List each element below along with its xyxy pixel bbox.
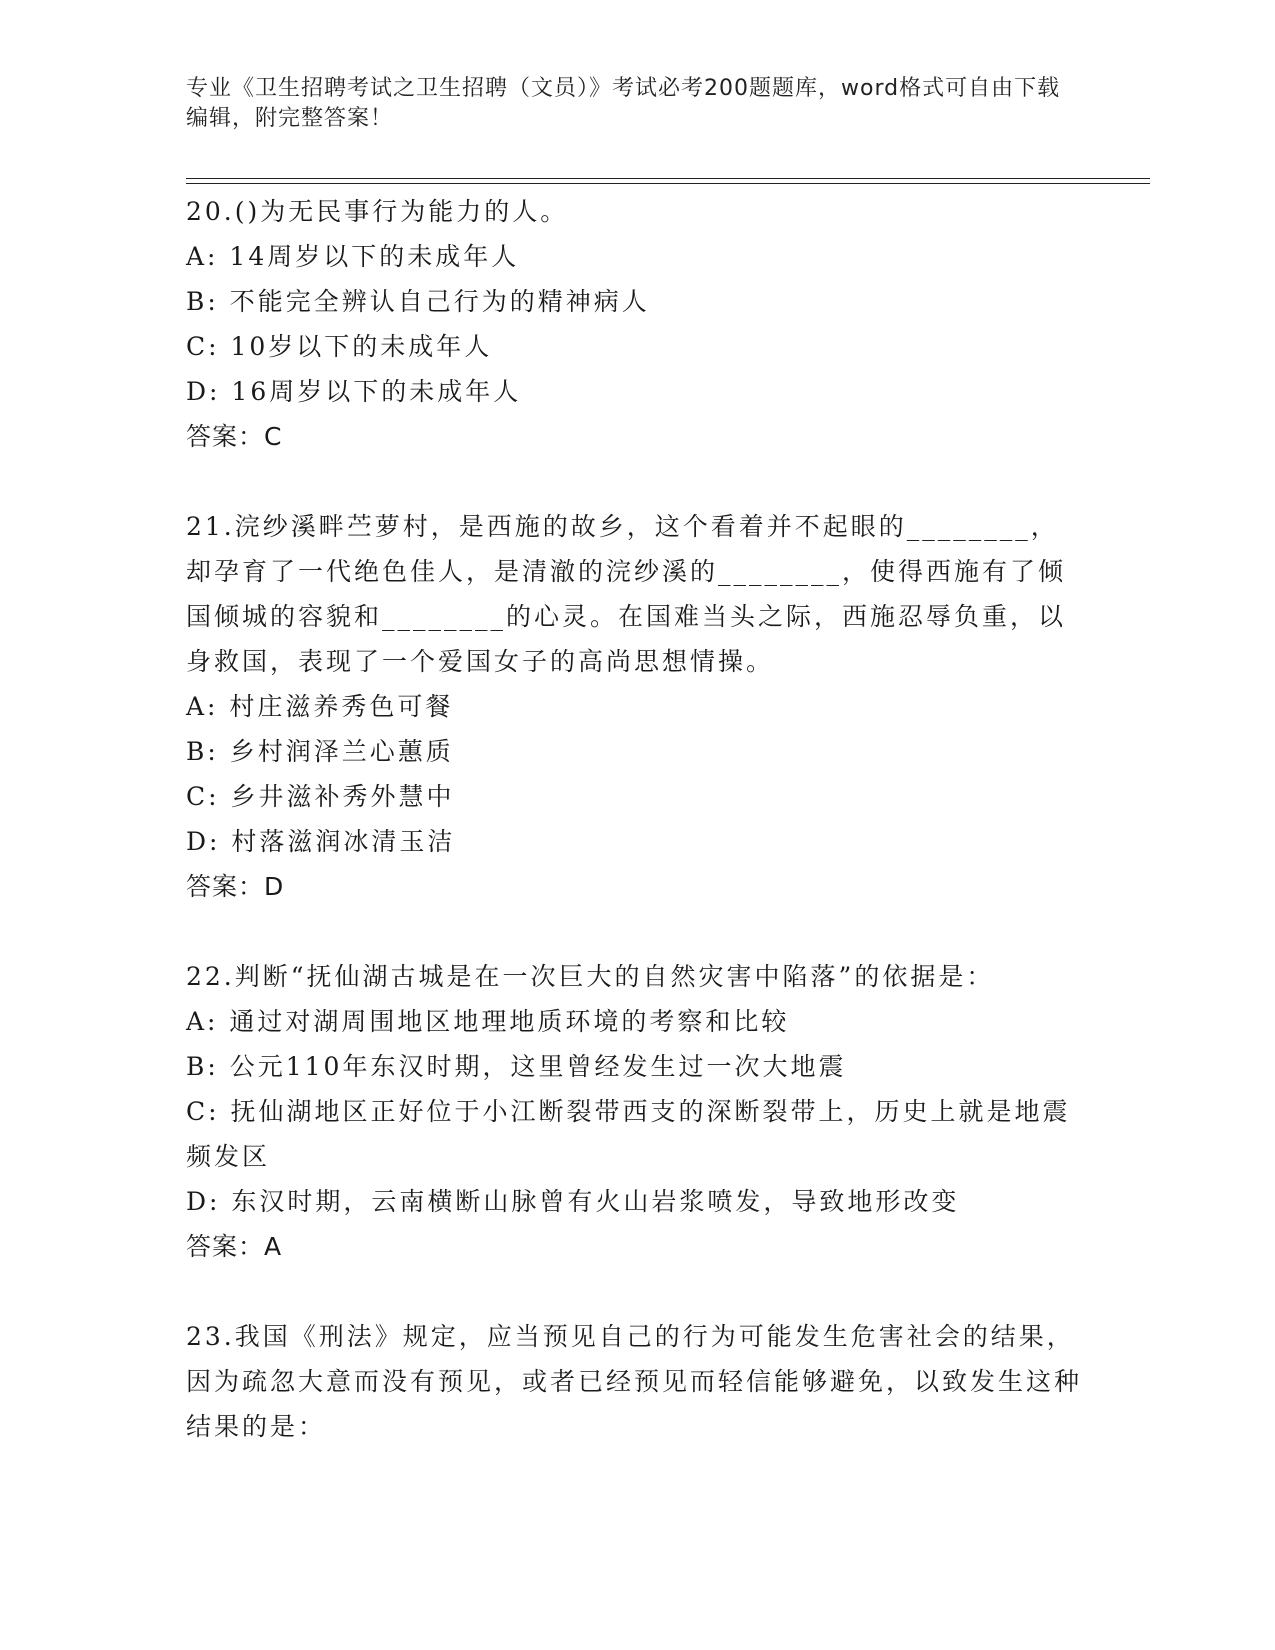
question-stem: 23.我国《刑法》规定，应当预见自己的行为可能发生危害社会的结果，因为疏忽大意而没有预见，或者已经预见而轻信能够避免，以致发生这种结果的是： bbox=[186, 1322, 1083, 1441]
option-a: A: 14周岁以下的未成年人 bbox=[186, 242, 520, 271]
answer-label: 答案： bbox=[186, 872, 265, 901]
answer-line bbox=[186, 1224, 1086, 1269]
answer-label: 答案： bbox=[186, 422, 265, 451]
option-d: D: 村落滋润冰清玉洁 bbox=[186, 827, 456, 856]
question-22 bbox=[186, 954, 1086, 1269]
document-header: 专业《卫生招聘考试之卫生招聘（文员）》考试必考200题题库，word格式可自由下载编辑，附完整答案！ bbox=[186, 76, 1061, 131]
answer-value: D bbox=[264, 872, 285, 901]
question-stem: 21.浣纱溪畔苎萝村，是西施的故乡，这个看着并不起眼的________，却孕育了一代绝色佳人，是清澈的浣纱溪的________，使得西施有了倾国倾城的容貌和________的心灵。在国难当头之际，西施忍辱负重，以身救国，表现了一个爱国女子的高尚思想情操。 bbox=[186, 512, 1067, 676]
option-b: B: 乡村润泽兰心蕙质 bbox=[186, 737, 454, 766]
option-b: B: 公元110年东汉时期，这里曾经发生过一次大地震 bbox=[186, 1052, 847, 1081]
answer-line bbox=[186, 414, 1086, 459]
answer-value: A bbox=[264, 1232, 283, 1261]
option-c: C: 乡井滋补秀外慧中 bbox=[186, 782, 455, 811]
header-rule-bottom bbox=[186, 183, 1150, 184]
question-21 bbox=[186, 504, 1086, 909]
question-20 bbox=[186, 189, 1086, 459]
option-a: A: 通过对湖周围地区地理地质环境的考察和比较 bbox=[186, 1007, 790, 1036]
question-list bbox=[186, 189, 1086, 1449]
question-stem: 22.判断“抚仙湖古城是在一次巨大的自然灾害中陷落”的依据是： bbox=[186, 962, 995, 991]
header-rule-top bbox=[186, 178, 1150, 179]
answer-line bbox=[186, 864, 1086, 909]
option-b: B: 不能完全辨认自己行为的精神病人 bbox=[186, 287, 650, 316]
answer-value: C bbox=[264, 422, 283, 451]
option-c: C: 10岁以下的未成年人 bbox=[186, 332, 493, 361]
question-23 bbox=[186, 1314, 1086, 1449]
option-d: D: 16周岁以下的未成年人 bbox=[186, 377, 522, 406]
option-a: A: 村庄滋养秀色可餐 bbox=[186, 692, 454, 721]
answer-label: 答案： bbox=[186, 1232, 265, 1261]
question-stem: 20.()为无民事行为能力的人。 bbox=[186, 197, 569, 226]
option-d: D: 东汉时期，云南横断山脉曾有火山岩浆喷发，导致地形改变 bbox=[186, 1187, 960, 1216]
option-c: C: 抚仙湖地区正好位于小江断裂带西支的深断裂带上，历史上就是地震频发区 bbox=[186, 1097, 1071, 1171]
